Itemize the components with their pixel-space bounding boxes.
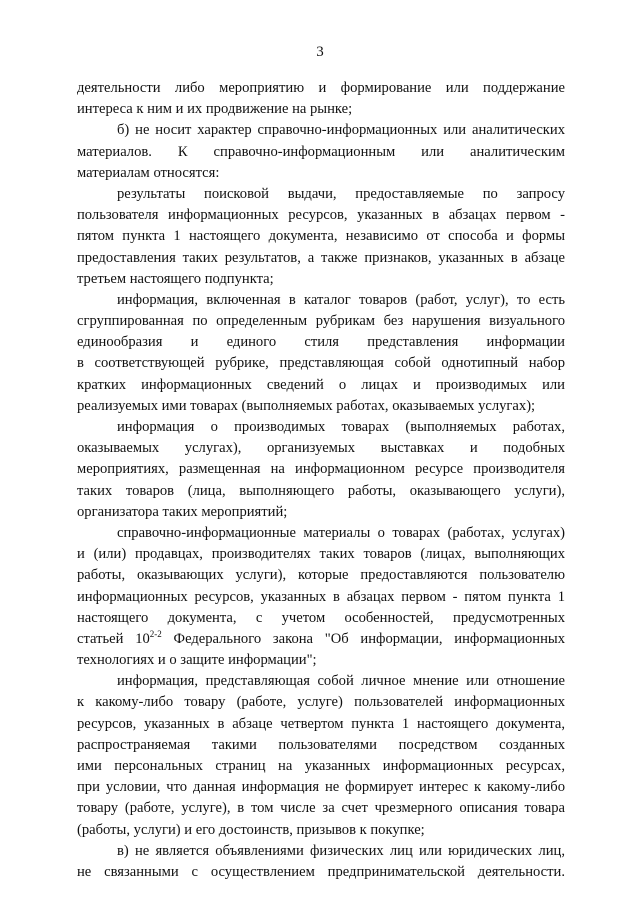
text-line: таких товаров (лица, выполняющего работы, оказывающего услуги), (77, 482, 565, 499)
text-line: информация, представляющая собой личное мнение или отношение (117, 673, 565, 690)
text-line: интереса к ним и их продвижение на рынке; (77, 101, 353, 118)
text-line: не связанными с осуществлением предпринимательской деятельности. (77, 863, 565, 880)
text-line: технологиях и о защите информации"; (77, 652, 317, 669)
text-line: товару (работе, услуге), в том числе за счет чрезмерного описания товара (77, 800, 565, 817)
text-line: в) не является объявлениями физических лиц или юридических лиц, (117, 842, 565, 859)
text-line: настоящего документа, с учетом особенностей, предусмотренных (77, 609, 565, 626)
text-line: (работы, услуги) и его достоинств, призывов к покупке; (77, 821, 425, 838)
text-line: при условии, что данная информация не формирует интерес к какому-либо (77, 779, 565, 796)
text-line: организатора таких мероприятий; (77, 503, 288, 520)
text-line: б) не носит характер справочно-информационных или аналитических (117, 122, 565, 139)
text-line: и (или) продавцах, производителях таких товаров (лицах, выполняющих (77, 546, 565, 563)
text-line: работы, оказывающих услуги), которые предоставляются пользователю (77, 567, 565, 584)
text-line: к какому-либо товару (работе, услуге) пользователей информационных (77, 694, 565, 711)
text-line: ресурсов, указанных в абзаце четвертом пункта 1 настоящего документа, (77, 715, 565, 732)
superscript: 2-2 (149, 629, 162, 640)
text-line: статьей 10$^{2-2}$ Федерального закона "Об информации, информационных (77, 629, 566, 647)
document-body (77, 78, 565, 883)
text-line: информация, включенная в каталог товаров (работ, услуг), то есть (117, 291, 565, 308)
text-line: реализуемых ими товарах (выполняемых работах, оказываемых услугах); (77, 397, 536, 414)
text-line: материалов. К справочно-информационным или аналитическим (77, 143, 565, 160)
text-line: кратких информационных сведений о лицах и производимых или (77, 376, 565, 393)
page-number: 3 (316, 44, 324, 60)
text-line: мероприятиях, размещенная на информационном ресурсе производителя (77, 461, 565, 478)
text-line: предоставления таких результатов, а также признаков, указанных в абзаце (77, 249, 565, 266)
text-line: единообразия и единого стиля представления информации (77, 334, 565, 351)
text-line: ими персональных страниц на указанных информационных ресурсах, (77, 758, 565, 774)
text-line: информация о производимых товарах (выполняемых работах, (117, 419, 565, 435)
text-line: в соответствующей рубрике, представляющая собой однотипный набор (77, 355, 565, 372)
text-line: третьем настоящего подпункта; (77, 270, 274, 287)
text-line: деятельности либо мероприятию и формирование или поддержание (77, 80, 565, 96)
text-line: распространяемая такими пользователями посредством созданных (77, 736, 565, 753)
text-line: пятом пункта 1 настоящего документа, независимо от способа и формы (77, 228, 565, 245)
text-line: информационных ресурсов, указанных в абзацах первом - пятом пункта 1 (77, 588, 565, 605)
text-line: сгруппированная по определенным рубрикам без нарушения визуального (77, 313, 565, 330)
text-line: материалам относятся: (77, 164, 220, 181)
text-line: пользователя информационных ресурсов, указанных в абзацах первом - (77, 207, 565, 224)
text-line: справочно-информационные материалы о товарах (работах, услугах) (117, 524, 565, 541)
text-line: оказываемых услугах), организуемых выставках и подобных (77, 440, 565, 457)
text-line: результаты поисковой выдачи, предоставляемые по запросу (117, 185, 565, 202)
